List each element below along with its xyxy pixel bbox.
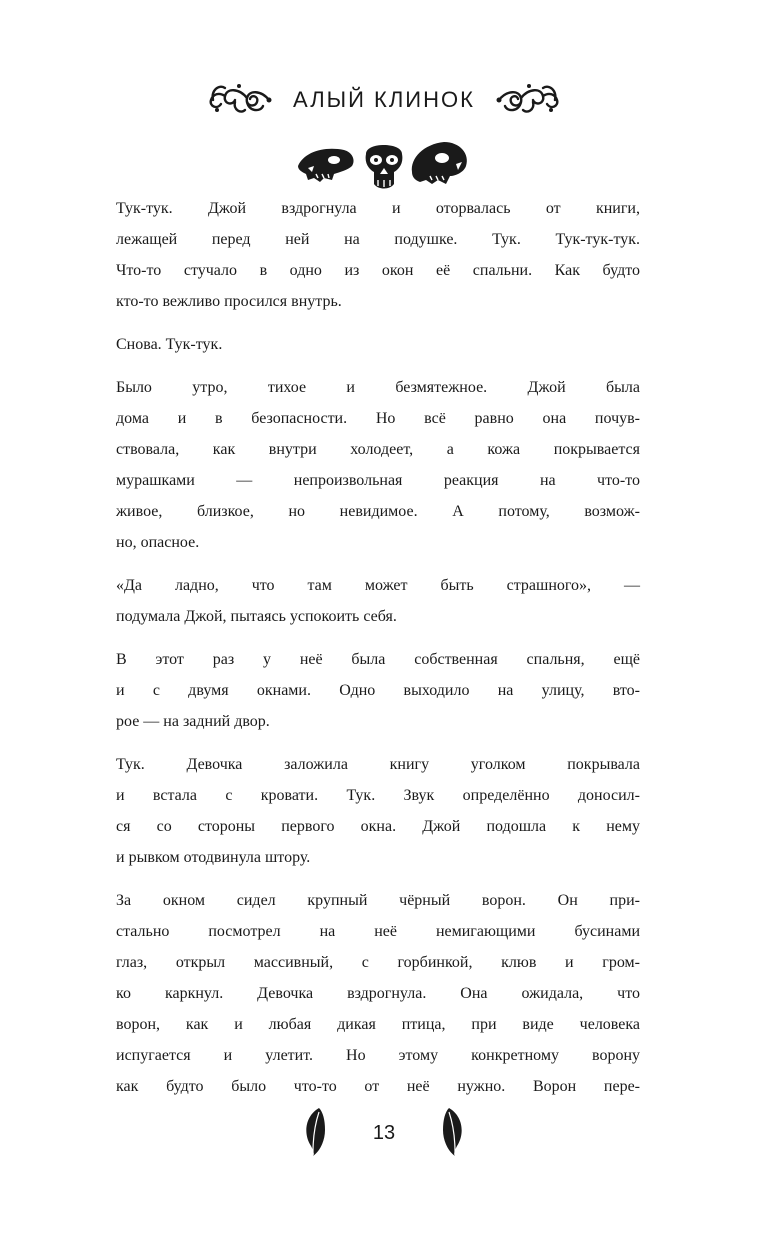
left-flourish-icon bbox=[205, 80, 275, 120]
page-footer bbox=[0, 1098, 768, 1168]
text-line: ся со стороны первого окна. Джой подошла к нему bbox=[116, 818, 640, 835]
text-line: и рывком отодвинула штору. bbox=[116, 849, 311, 866]
text-line: Что-то стучало в одно из окон её спальни. Как будто bbox=[116, 262, 640, 279]
body-text bbox=[116, 200, 640, 1121]
right-skull-icon bbox=[412, 142, 467, 184]
text-line: За окном сидел крупный чёрный ворон. Он при- bbox=[116, 892, 640, 909]
text-line: В этот раз у неё была собственная спальня, ещё bbox=[116, 651, 640, 668]
text-line: «Да ладно, что там может быть страшного», — bbox=[116, 577, 640, 594]
right-flourish-icon bbox=[493, 80, 563, 120]
text-line: Тук-тук. Джой вздрогнула и оторвалась от книги, bbox=[116, 200, 640, 217]
paragraph bbox=[116, 200, 640, 324]
paragraph bbox=[116, 892, 640, 1109]
text-line: лежащей перед ней на подушке. Тук. Тук-тук-тук. bbox=[116, 231, 640, 248]
text-line: но, опасное. bbox=[116, 534, 200, 551]
page-number: 13 bbox=[372, 1121, 396, 1144]
paragraph bbox=[116, 379, 640, 565]
paragraph bbox=[116, 651, 640, 744]
text-line: кто-то вежливо просился внутрь. bbox=[116, 293, 342, 310]
text-line: ствовала, как внутри холодеет, а кожа покрывается bbox=[116, 441, 640, 458]
skulls-illustration bbox=[0, 132, 768, 194]
paragraph bbox=[116, 336, 640, 367]
text-line: подумала Джой, пытаясь успокоить себя. bbox=[116, 608, 397, 625]
text-line: ко каркнул. Девочка вздрогнула. Она ожидала, что bbox=[116, 985, 640, 1002]
text-line: Было утро, тихое и безмятежное. Джой была bbox=[116, 379, 640, 396]
left-feather-icon bbox=[301, 1106, 329, 1161]
text-line: как будто было что-то от неё нужно. Ворон пере- bbox=[116, 1078, 640, 1095]
text-line: испугается и улетит. Но этому конкретному ворону bbox=[116, 1047, 640, 1064]
text-line: глаз, открыл массивный, с горбинкой, клюв и гром- bbox=[116, 954, 640, 971]
text-line: мурашками — непроизвольная реакция на что-то bbox=[116, 472, 640, 489]
text-line: стально посмотрел на неё немигающими бусинами bbox=[116, 923, 640, 940]
text-line: ворон, как и любая дикая птица, при виде человека bbox=[116, 1016, 640, 1033]
right-feather-icon bbox=[439, 1106, 467, 1161]
running-header bbox=[0, 70, 768, 130]
paragraph bbox=[116, 756, 640, 880]
middle-skull-icon bbox=[366, 145, 403, 189]
text-line: Снова. Тук-тук. bbox=[116, 336, 223, 353]
text-line: дома и в безопасности. Но всё равно она почув- bbox=[116, 410, 640, 427]
text-line: Тук. Девочка заложила книгу уголком покрывала bbox=[116, 756, 640, 773]
left-skull-icon bbox=[298, 149, 354, 182]
text-line: и встала с кровати. Тук. Звук определённо доносил- bbox=[116, 787, 640, 804]
text-line: живое, близкое, но невидимое. А потому, возмож- bbox=[116, 503, 640, 520]
book-title: АЛЫЙ КЛИНОК bbox=[293, 87, 475, 112]
text-line: рое — на задний двор. bbox=[116, 713, 270, 730]
text-line: и с двумя окнами. Одно выходило на улицу, вто- bbox=[116, 682, 640, 699]
paragraph bbox=[116, 577, 640, 639]
